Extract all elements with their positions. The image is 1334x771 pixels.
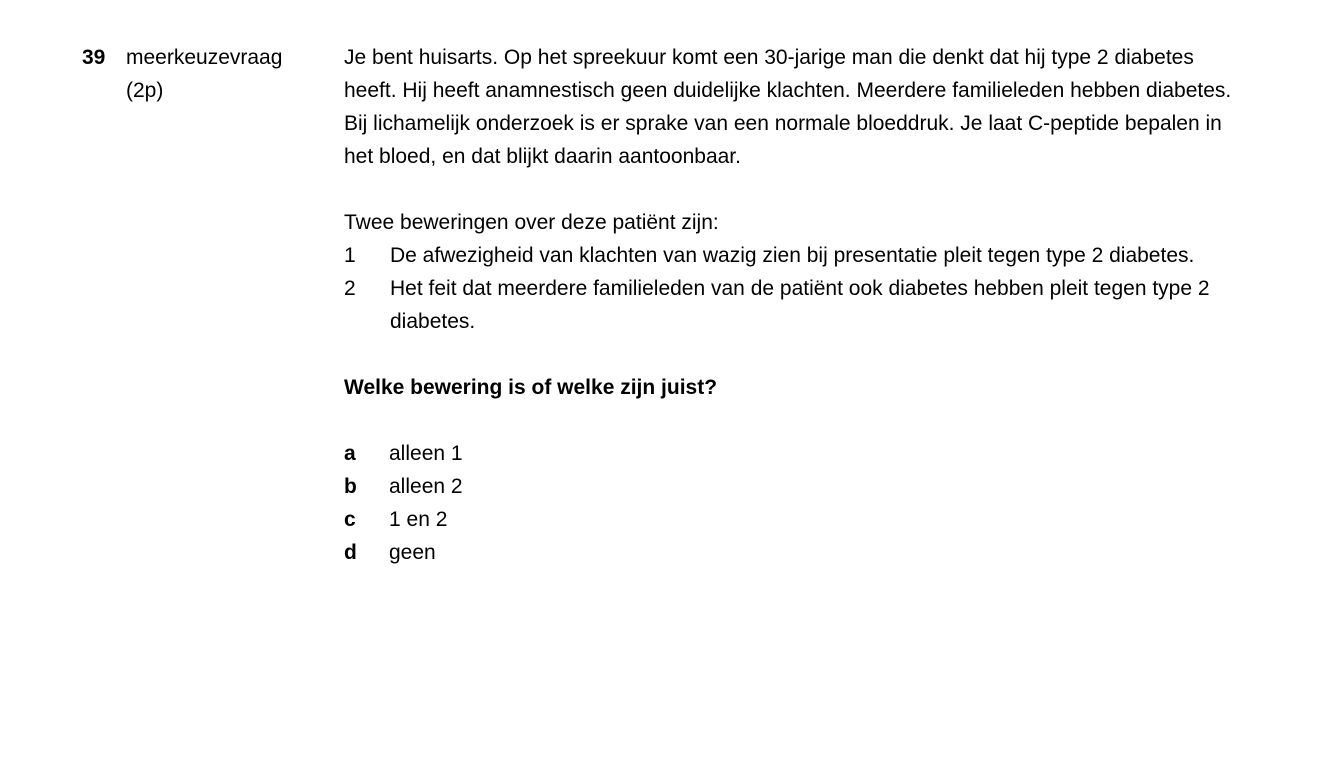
question-number: 39 <box>82 46 106 69</box>
option-letter: d <box>344 541 357 564</box>
statements-lead: Twee beweringen over deze patiënt zijn: <box>344 211 719 234</box>
statement-item <box>344 272 1244 338</box>
statement-number: 2 <box>344 277 356 300</box>
answer-option[interactable] <box>344 503 1244 536</box>
option-letter: b <box>344 475 357 498</box>
option-text: alleen 2 <box>389 475 463 498</box>
answer-option[interactable] <box>344 536 1244 569</box>
question-body <box>344 41 1244 569</box>
option-text: geen <box>389 541 436 564</box>
question-points: (2p) <box>126 79 164 102</box>
question-type <box>126 41 326 107</box>
statement-number: 1 <box>344 244 356 267</box>
statement-text: Het feit dat meerdere familieleden van de patiënt ook diabetes hebben pleit tegen type 2 diabetes. <box>390 277 1210 333</box>
option-letter: a <box>344 442 356 465</box>
question-type-label: meerkeuzevraag <box>126 46 283 69</box>
option-text: alleen 1 <box>389 442 463 465</box>
answer-option[interactable] <box>344 470 1244 503</box>
statement-text: De afwezigheid van klachten van wazig zien bij presentatie pleit tegen type 2 diabetes. <box>390 244 1195 267</box>
statement-item <box>344 239 1244 272</box>
answer-option[interactable] <box>344 437 1244 470</box>
question-intro: Je bent huisarts. Op het spreekuur komt een 30-jarige man die denkt dat hij type 2 diabetes heeft. Hij heeft anamnestisch geen duidelijke klachten. Meerdere familieleden hebben diabetes. Bij lichamelijk onderzoek is er sprake van een normale bloeddruk. Je laat C-peptide bepalen in het bloed, en dat blijkt daarin aantoonbaar. <box>344 46 1232 168</box>
option-text: 1 en 2 <box>389 508 448 531</box>
statements-list <box>344 239 1244 338</box>
answer-options <box>344 437 1244 569</box>
question-prompt: Welke bewering is of welke zijn juist? <box>344 376 718 399</box>
option-letter: c <box>344 508 356 531</box>
